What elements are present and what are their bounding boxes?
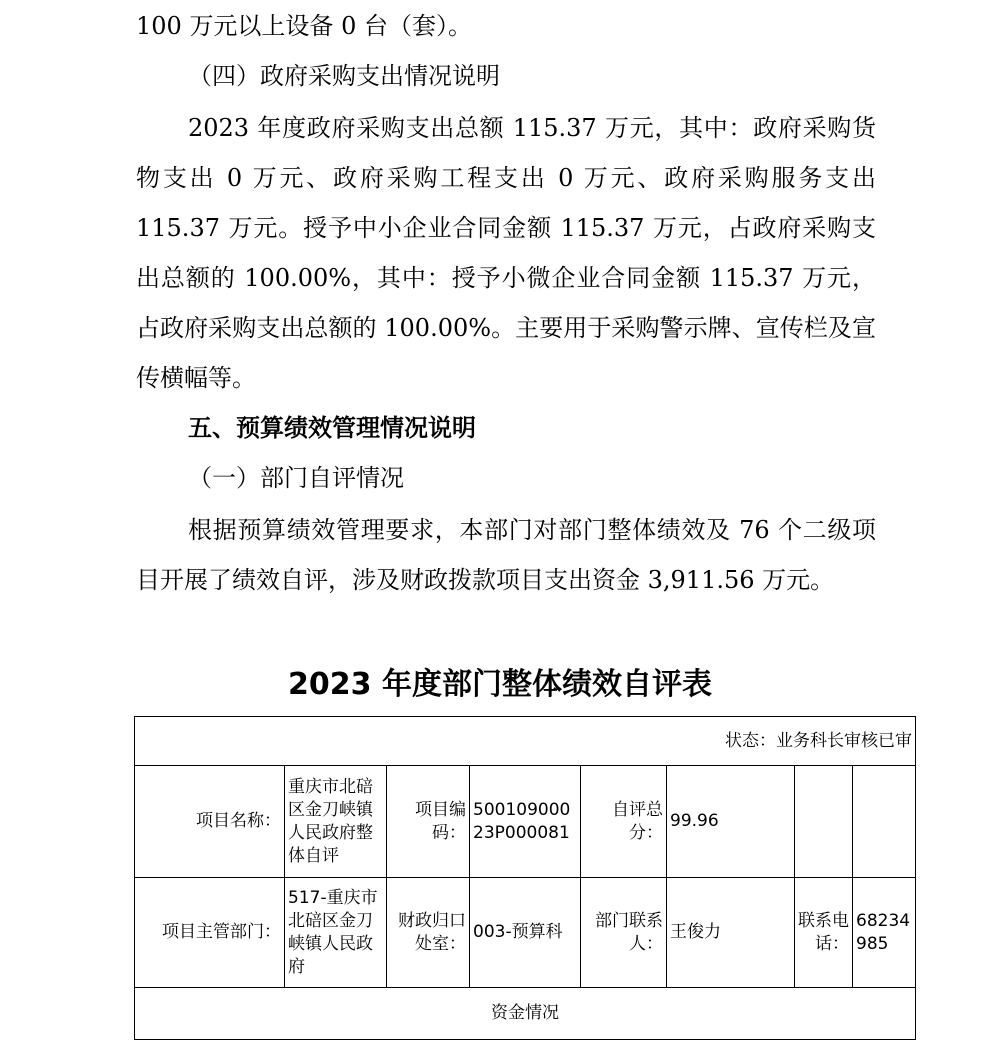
score-value: 99.96 xyxy=(667,766,795,878)
finance-office-label: 财政归口处室： xyxy=(387,878,470,988)
table-row xyxy=(135,878,916,988)
status-cell: 状态：业务科长审核已审 xyxy=(135,717,916,766)
project-code-value: 50010900023P000081 xyxy=(470,766,581,878)
project-name-label: 项目名称： xyxy=(135,766,285,878)
project-name-value: 重庆市北碚区金刀峡镇人民政府整体自评 xyxy=(285,766,387,878)
empty-cell xyxy=(853,766,916,878)
table-title: 2023 年度部门整体绩效自评表 xyxy=(288,667,712,702)
self-eval-subheading: （一）部门自评情况 xyxy=(188,464,404,492)
dept-label: 项目主管部门： xyxy=(135,878,285,988)
contact-value: 王俊力 xyxy=(667,878,795,988)
procurement-subheading: （四）政府采购支出情况说明 xyxy=(188,62,500,90)
project-code-label: 项目编码： xyxy=(387,766,470,878)
status-row xyxy=(135,717,916,766)
empty-cell xyxy=(795,766,853,878)
contact-label: 部门联系人： xyxy=(581,878,667,988)
phone-label: 联系电话： xyxy=(795,878,853,988)
evaluation-table xyxy=(134,716,916,1040)
score-label: 自评总分： xyxy=(581,766,667,878)
procurement-paragraph: 2023 年度政府采购支出总额 115.37 万元，其中：政府采购货物支出 0 万元、政府采购工程支出 0 万元、政府采购服务支出 115.37 万元。授予中小企业合同金额 115.37 万元，占政府采购支出总额的 100.00%，其中：授予小微企业合同金额 115.37 万元，占政府采购支出总额的 100.00%。主要用于采购警示牌、宣传栏及宣传横幅等。 xyxy=(136,114,876,392)
phone-value: 68234985 xyxy=(853,878,916,988)
finance-office-value: 003-预算科 xyxy=(470,878,581,988)
funds-header-row xyxy=(135,988,916,1040)
table-row xyxy=(135,766,916,878)
funds-header-cell: 资金情况 xyxy=(135,988,916,1040)
dept-value: 517-重庆市北碚区金刀峡镇人民政府 xyxy=(285,878,387,988)
self-eval-paragraph: 根据预算绩效管理要求，本部门对部门整体绩效及 76 个二级项目开展了绩效自评，涉及财政拨款项目支出资金 3,911.56 万元。 xyxy=(136,516,876,594)
equipment-count-line: 100 万元以上设备 0 台（套）。 xyxy=(136,12,472,40)
performance-section-heading: 五、预算绩效管理情况说明 xyxy=(188,414,476,442)
